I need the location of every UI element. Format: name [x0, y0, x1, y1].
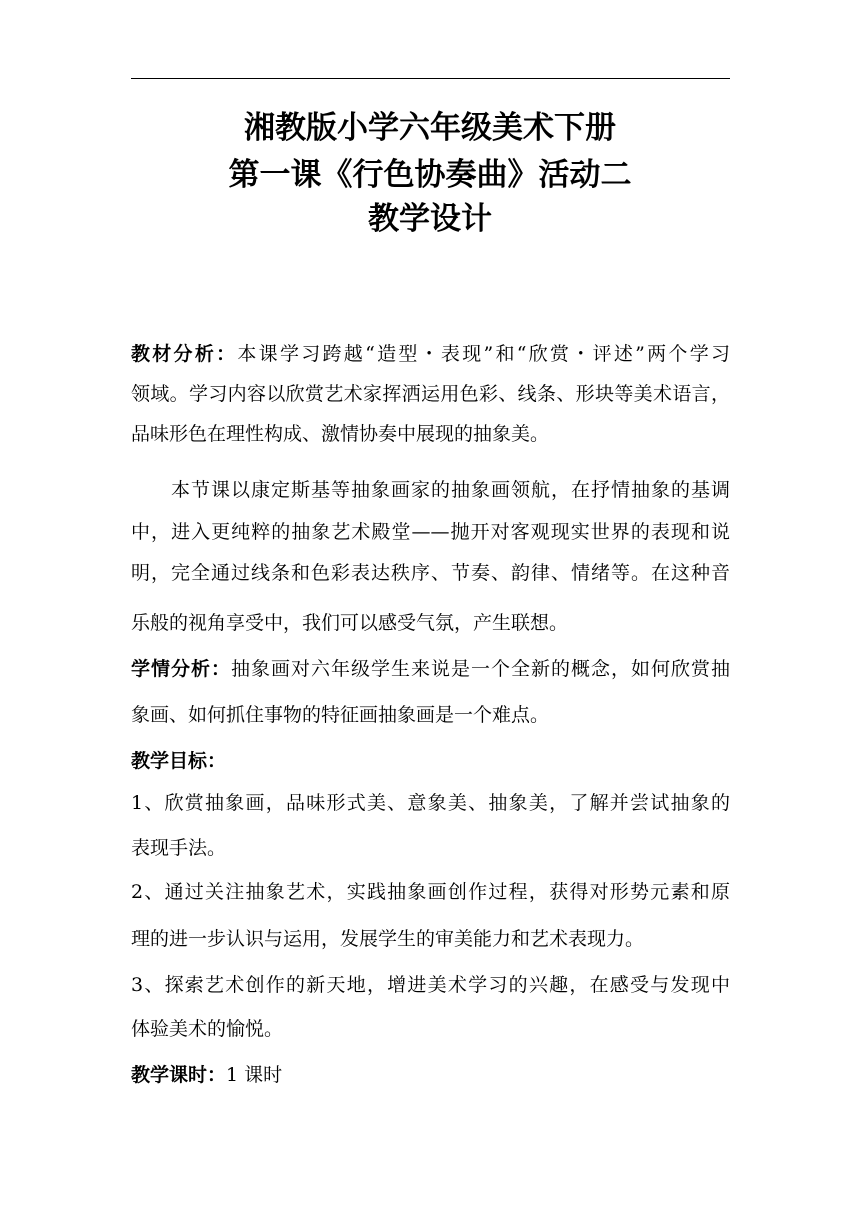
teaching-goals-label: 教学目标：	[131, 750, 227, 772]
paragraph2-line2: 中，进入更纯粹的抽象艺术殿堂——抛开对客观现实世界的表现和说	[131, 521, 730, 543]
paragraph2-line3: 明，完全通过线条和色彩表达秩序、节奏、韵律、情绪等。在这种音	[131, 562, 730, 584]
material-analysis-line2: 领域。学习内容以欣赏艺术家挥洒运用色彩、线条、形块等美术语言，	[131, 383, 730, 405]
doc-title-line3: 教学设计	[368, 201, 492, 237]
doc-title-line2: 第一课《行色协奏曲》活动二	[228, 157, 632, 193]
goal2-line2: 理的进一步认识与运用，发展学生的审美能力和艺术表现力。	[131, 928, 645, 950]
material-analysis-line1	[131, 342, 730, 366]
goal3-line1: 3、探索艺术创作的新天地，增进美术学习的兴趣，在感受与发现中	[131, 974, 730, 996]
material-analysis-line3: 品味形色在理性构成、激情协奏中展现的抽象美。	[131, 423, 550, 445]
material-analysis-label: 教材分析：	[131, 343, 238, 365]
paragraph2-line1: 本节课以康定斯基等抽象画家的抽象画领航，在抒情抽象的基调	[171, 479, 730, 501]
student-analysis-text1: 抽象画对六年级学生来说是一个全新的概念，如何欣赏抽	[231, 658, 730, 680]
header-rule	[131, 78, 730, 79]
goal3-line2: 体验美术的愉悦。	[131, 1018, 284, 1040]
student-analysis-line1	[131, 657, 730, 681]
goal1-line1: 1、欣赏抽象画，品味形式美、意象美、抽象美，了解并尝试抽象的	[131, 792, 730, 814]
goal1-line2: 表现手法。	[131, 837, 227, 859]
doc-title-line1: 湘教版小学六年级美术下册	[244, 110, 616, 146]
student-analysis-line2: 象画、如何抓住事物的特征画抽象画是一个难点。	[131, 704, 550, 726]
teaching-hours-label: 教学课时：	[131, 1064, 227, 1086]
teaching-hours-value: 1 课时	[226, 1064, 283, 1086]
paragraph2-line4: 乐般的视角享受中，我们可以感受气氛，产生联想。	[131, 612, 569, 634]
goal2-line1: 2、通过关注抽象艺术，实践抽象画创作过程，获得对形势元素和原	[131, 881, 730, 903]
student-analysis-label: 学情分析：	[131, 658, 231, 680]
material-analysis-text1: 本课学习跨越“造型・表现”和“欣赏・评述”两个学习	[237, 343, 730, 365]
teaching-hours-line	[131, 1063, 730, 1087]
